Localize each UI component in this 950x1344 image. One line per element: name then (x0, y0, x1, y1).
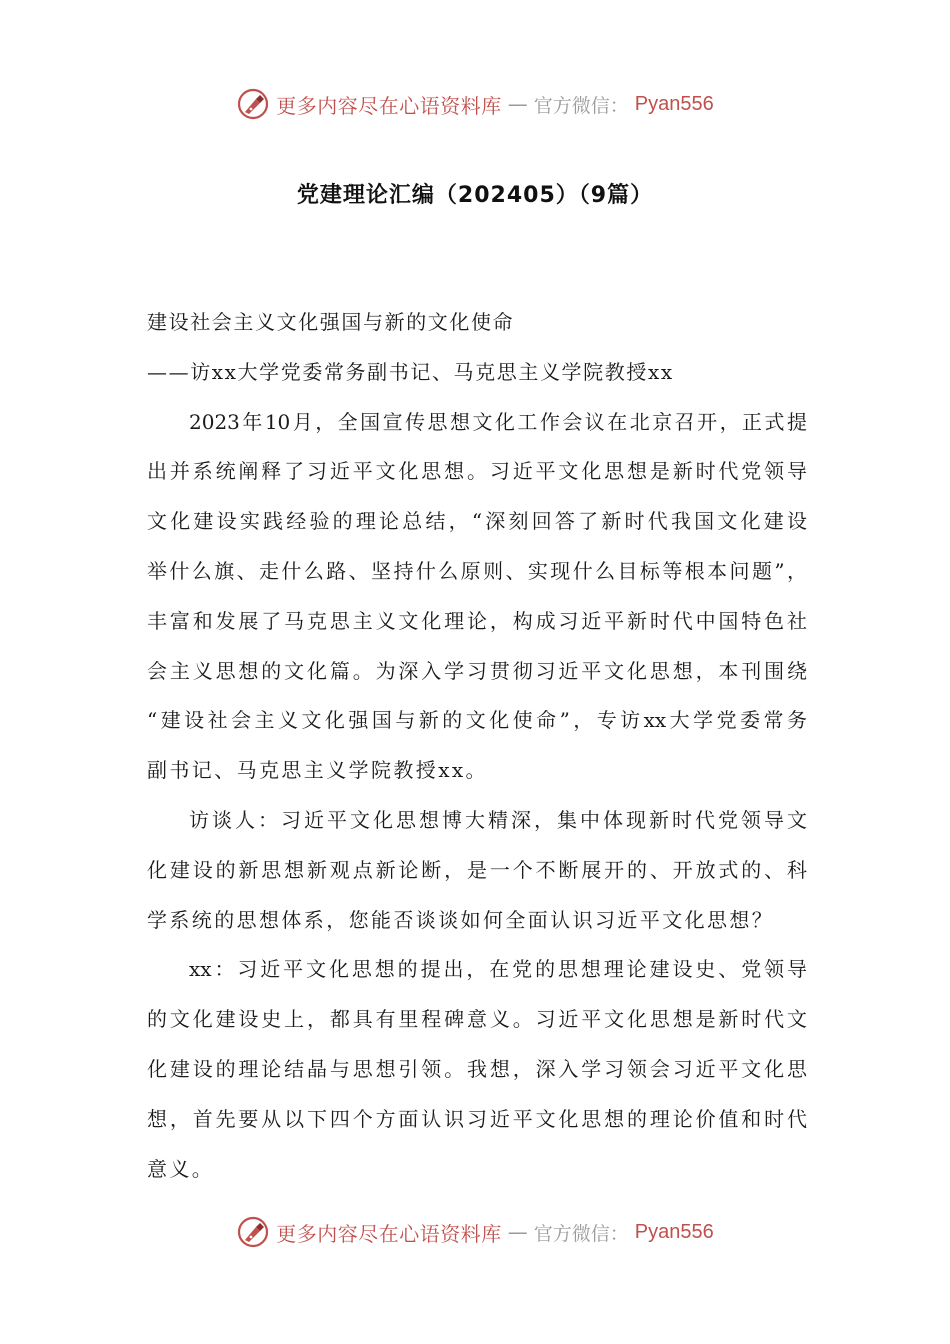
pen-nib-circle-icon (236, 87, 270, 121)
paragraph-line: 出并系统阐释了习近平文化思想。习近平文化思想是新时代党领导 (147, 459, 807, 484)
paragraph-line: 的文化建设史上，都具有里程碑意义。习近平文化思想是新时代文 (147, 1007, 807, 1032)
pen-nib-circle-icon (236, 1215, 270, 1249)
header-banner (0, 82, 950, 126)
banner-site-text: 更多内容尽在心语资料库 (276, 1221, 502, 1246)
banner-content (236, 87, 713, 121)
paragraph-line: 访谈人：习近平文化思想博大精深，集中体现新时代党领导文 (189, 807, 807, 832)
banner-wechat-label: 官方微信： (533, 1222, 629, 1245)
banner-separator: — (507, 92, 528, 116)
paragraph-line: 举什么旗、走什么路、坚持什么原则、实现什么目标等根本问题”， (147, 558, 807, 583)
article-title: 建设社会主义文化强国与新的文化使命 (147, 310, 515, 334)
footer-banner (0, 1210, 950, 1254)
paragraph (147, 945, 807, 1194)
paragraph-line: 文化建设实践经验的理论总结，“深刻回答了新时代我国文化建设 (147, 509, 807, 534)
paragraph-line: 2023年10月，全国宣传思想文化工作会议在北京召开，正式提 (189, 409, 807, 434)
banner-site-text: 更多内容尽在心语资料库 (276, 93, 502, 118)
paragraph-line: 丰富和发展了马克思主义文化理论，构成习近平新时代中国特色社 (147, 608, 807, 633)
banner-wechat-id: Pyan556 (634, 1220, 714, 1243)
paragraph-line: xx：习近平文化思想的提出，在党的思想理论建设史、党领导 (189, 957, 807, 982)
paragraph-line: “建设社会主义文化强国与新的文化使命”，专访xx大学党委常务 (147, 708, 807, 733)
paragraph-line: 想，首先要从以下四个方面认识习近平文化思想的理论价值和时代 (147, 1106, 807, 1131)
banner-wechat-id: Pyan556 (634, 92, 714, 115)
paragraph-line: 化建设的理论结晶与思想引领。我想，深入学习领会习近平文化思 (147, 1056, 807, 1081)
banner-separator: — (507, 1220, 528, 1244)
paragraph-line: 化建设的新思想新观点新论断，是一个不断展开的、开放式的、科 (147, 857, 807, 882)
article-subtitle: ——访xx大学党委常务副书记、马克思主义学院教授xx (147, 359, 674, 384)
paragraph (147, 796, 807, 945)
paragraph (147, 398, 807, 796)
document-title: 党建理论汇编（202405）（9篇） (296, 183, 654, 208)
paragraph-line: 意义。 (147, 1156, 215, 1181)
paragraph-line: 会主义思想的文化篇。为深入学习贯彻习近平文化思想，本刊围绕 (147, 658, 807, 683)
document-body (147, 298, 807, 1194)
paragraph-line: 副书记、马克思主义学院教授xx。 (147, 758, 488, 783)
banner-wechat-label: 官方微信： (533, 94, 629, 117)
banner-content (236, 1215, 713, 1249)
paragraph-line: 学系统的思想体系，您能否谈谈如何全面认识习近平文化思想？ (147, 907, 775, 932)
